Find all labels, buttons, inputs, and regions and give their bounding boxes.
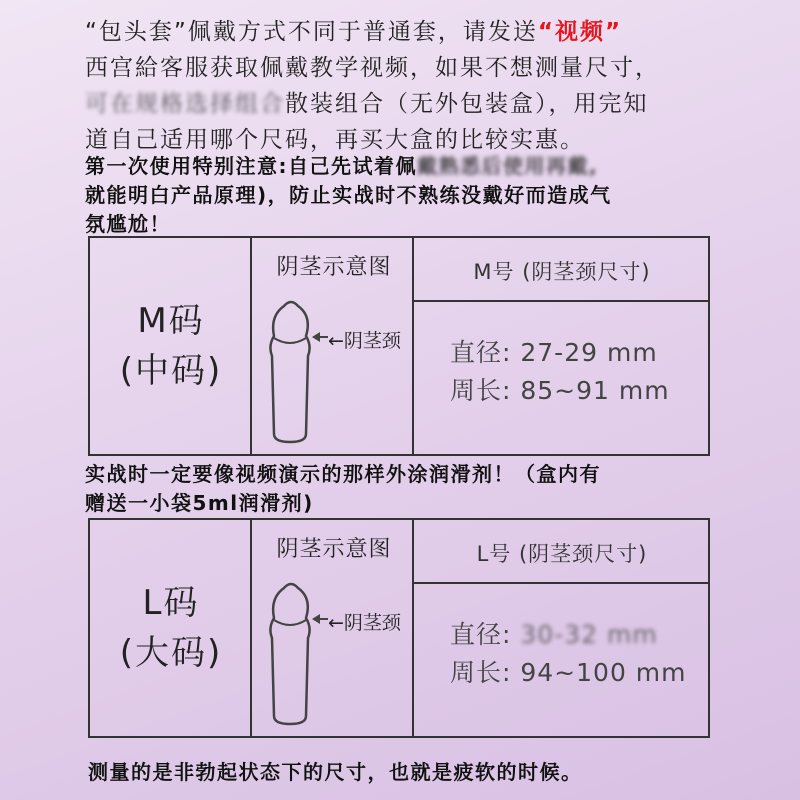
spec-header: M号 (阴茎颈尺寸) xyxy=(473,260,651,284)
size-name: M码 xyxy=(137,301,205,341)
diameter-value xyxy=(450,616,687,654)
intro-line-3 xyxy=(85,86,785,122)
circumference-value: 周长: 94~100 mm xyxy=(450,658,687,687)
intro-line-2: 西宫給客服获取佩戴教学视频，如果不想测量尺寸， xyxy=(85,55,660,81)
outline-shape xyxy=(266,296,316,446)
diameter-value: 直径: 27-29 mm xyxy=(450,338,658,367)
neck-label: ←阴茎颈 xyxy=(328,330,401,352)
size-desc: (大码) xyxy=(119,633,223,673)
size-desc: (中码) xyxy=(119,351,223,391)
outline-shape xyxy=(266,578,316,728)
lube-note-line-2: 赠送一小袋5ml润滑剂) xyxy=(85,491,314,515)
diameter-blurred: 30-32 mm xyxy=(520,620,658,649)
spec-values xyxy=(450,334,670,410)
diagram-title: 阴茎示意图 xyxy=(276,537,392,562)
anatomy-diagram-icon xyxy=(266,578,426,728)
neck-label: ←阴茎颈 xyxy=(328,612,401,634)
intro-blurred-text: 可在规格选择组合 xyxy=(85,91,285,117)
notice-line-1-text: 第一次使用特别注意:自己先试着佩 xyxy=(85,154,417,178)
footer-note: 测量的是非勃起状态下的尺寸，也就是疲软的时候。 xyxy=(88,760,583,784)
spec-values xyxy=(450,616,687,692)
intro-text xyxy=(85,14,785,158)
spec-header: L号 (阴茎颈尺寸) xyxy=(476,542,648,566)
notice-line-2: 就能明白产品原理)，防止实战时不熟练没戴好而造成气 xyxy=(85,183,612,207)
arrow-left-icon xyxy=(314,336,328,338)
lube-note xyxy=(85,460,785,518)
lube-note-line-1: 实战时一定要像视频演示的那样外涂润滑剂！（盒内有 xyxy=(85,462,601,486)
intro-line-1-text: “包头套”佩戴方式不同于普通套，请发送 xyxy=(85,19,538,45)
diagram-title: 阴茎示意图 xyxy=(276,255,392,280)
size-label-l xyxy=(90,520,252,736)
intro-line-4: 道自己适用哪个尺码，再买大盒的比较实惠。 xyxy=(85,127,585,153)
size-name: L码 xyxy=(142,583,200,623)
size-table-m xyxy=(88,236,710,456)
notice-line-3: 氛尴尬！ xyxy=(85,212,171,236)
size-table-l xyxy=(88,518,710,738)
video-highlight: “视频” xyxy=(537,19,623,45)
arrow-left-icon xyxy=(314,618,328,620)
anatomy-diagram-icon xyxy=(266,296,426,446)
circumference-value: 周长: 85~91 mm xyxy=(450,376,670,405)
intro-line-3-text: 散装组合（无外包装盒），用完知 xyxy=(285,91,649,117)
notice-blurred-text: 戴熟悉后使用再戴, xyxy=(417,154,599,178)
notice-line-1 xyxy=(85,152,785,181)
diameter-label: 直径: xyxy=(450,620,512,649)
first-use-notice xyxy=(85,152,785,239)
size-label-m xyxy=(90,238,252,454)
intro-line-1 xyxy=(85,14,785,50)
